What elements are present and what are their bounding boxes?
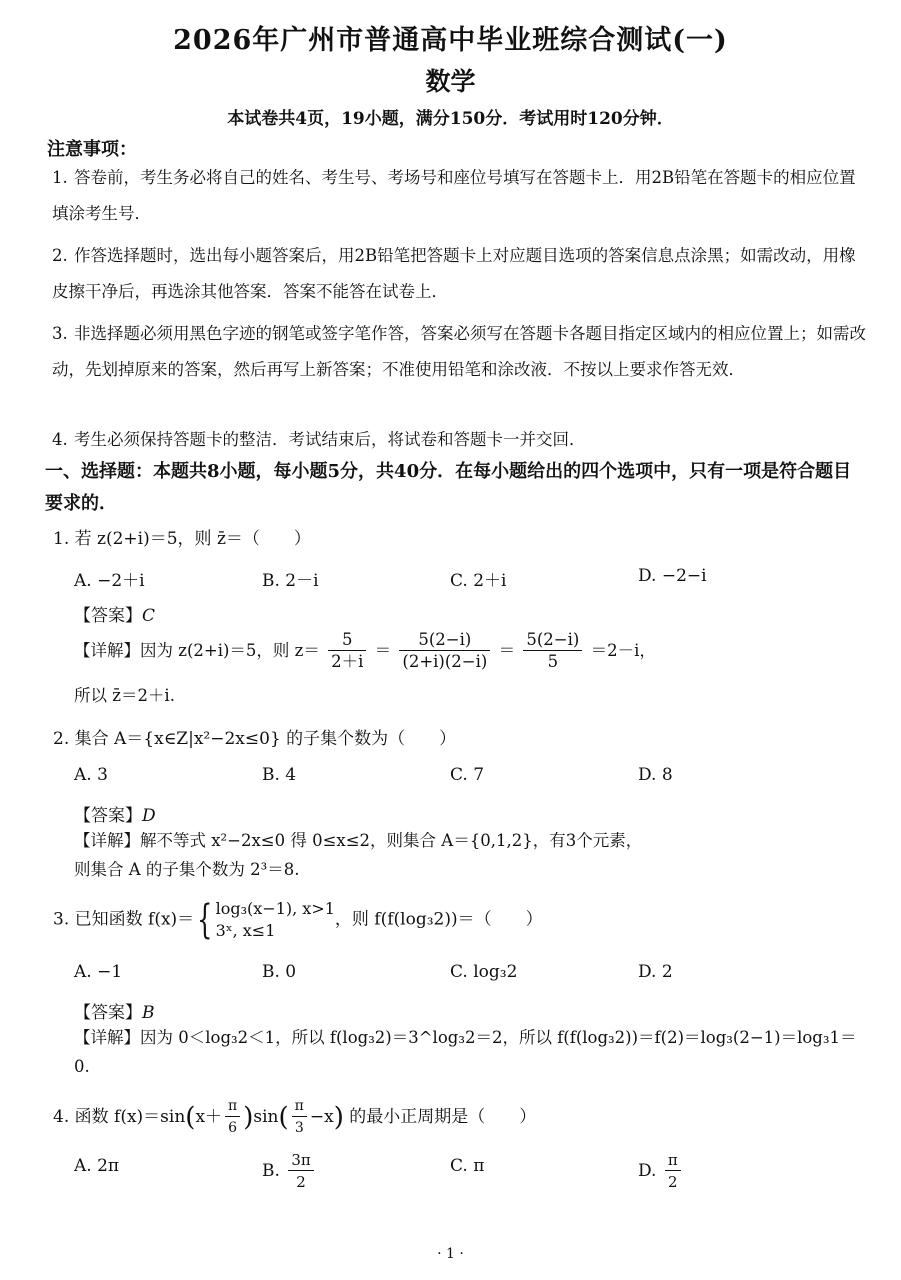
option-a: A. 2π xyxy=(74,1156,120,1176)
fraction-num: 5 xyxy=(328,630,366,651)
fraction-den: 6 xyxy=(228,1120,238,1136)
notice-item-2 xyxy=(52,238,867,310)
notice-text: 答卷前，考生务必将自己的姓名、考生号、考场号和座位号填写在答题卡上．用2B铅笔在答题卡的相应位置填涂考生号． xyxy=(52,168,856,223)
fraction-den: 5 xyxy=(547,652,559,671)
notice-text: 非选择题必须用黑色字迹的钢笔或签字笔作答，答案必须写在答题卡各题目指定区域内的相应位置上；如需改动，先划掉原来的答案，然后再写上新答案；不准使用铅笔和涂改液．不按以上要求作答无效． xyxy=(52,324,866,379)
question-1-answer xyxy=(74,601,155,626)
question-2-answer xyxy=(74,801,156,826)
answer-value: D xyxy=(142,806,156,826)
question-2-stem: 2. 集合 A＝{x∈Z|x²−2x≤0} 的子集个数为（ ） xyxy=(53,729,457,749)
detail-label: 【详解】 xyxy=(74,641,140,660)
subject-title: 数学 xyxy=(425,67,476,96)
fraction xyxy=(399,630,490,673)
right-paren: ) xyxy=(333,1102,344,1133)
question-2-explanation xyxy=(74,827,864,855)
detail-label: 【详解】 xyxy=(74,1028,140,1047)
fraction-den: 2 xyxy=(668,1173,678,1191)
fraction xyxy=(292,1096,307,1139)
exp-text: 因为 0＜log₃2＜1，所以 f(log₃2)＝3^log₃2＝2，所以 f(f(log₃2))＝f(2)＝log₃(2−1)＝log₃1＝ xyxy=(140,1028,857,1047)
option-c: C. π xyxy=(450,1156,485,1176)
notice-heading: 注意事项： xyxy=(47,139,137,160)
option-b xyxy=(262,1150,317,1193)
notice-item-4 xyxy=(52,422,867,458)
exam-info: 本试卷共4页，19小题，满分150分．考试用时120分钟． xyxy=(227,109,674,129)
equals: ＝ xyxy=(374,641,392,660)
notice-num: 2. xyxy=(52,246,68,265)
option-a: A. −1 xyxy=(74,962,123,982)
case-2: 3ˣ, x≤1 xyxy=(215,921,276,940)
fraction xyxy=(225,1096,240,1139)
notice-text: 作答选择题时，选出每小题答案后，用2B铅笔把答题卡上对应题目选项的答案信息点涂黑；如需改动，用橡皮擦干净后，再选涂其他答案．答案不能答在试卷上． xyxy=(52,246,856,301)
option-d: D. 2 xyxy=(638,962,673,982)
question-1-explanation-line2: 所以 z̄＝2＋i. xyxy=(74,686,175,705)
answer-value: C xyxy=(142,606,156,626)
fraction xyxy=(665,1150,681,1193)
stem-mid: sin xyxy=(253,1107,279,1127)
answer-label: 【答案】 xyxy=(74,806,142,826)
piecewise-cases xyxy=(216,898,335,942)
exp-text: 解不等式 x²−2x≤0 得 0≤x≤2，则集合 A＝{0,1,2}，有3个元素， xyxy=(140,831,643,850)
fraction xyxy=(523,630,582,673)
question-3-answer xyxy=(74,998,155,1023)
fraction-num: 5(2−i) xyxy=(523,630,582,651)
option-d: D. 8 xyxy=(638,765,673,785)
fraction-num: π xyxy=(665,1150,681,1171)
fraction-den: 2＋i xyxy=(331,652,364,671)
detail-label: 【详解】 xyxy=(74,831,140,850)
notice-num: 1. xyxy=(52,168,68,187)
option-b: B. 4 xyxy=(262,765,297,785)
left-paren: ( xyxy=(185,1102,196,1133)
option-a: A. 3 xyxy=(74,765,108,785)
option-d xyxy=(638,1150,684,1193)
fraction xyxy=(288,1150,313,1193)
answer-label: 【答案】 xyxy=(74,1003,142,1023)
paren-content: x＋ xyxy=(195,1107,223,1127)
fraction-den: 2 xyxy=(296,1173,306,1191)
equals: ＝ xyxy=(498,641,516,660)
notice-num: 3. xyxy=(52,324,68,343)
option-c: C. 7 xyxy=(450,765,485,785)
option-d: D. −2−i xyxy=(638,566,707,586)
stem-pre: 3. 已知函数 f(x)＝ xyxy=(53,909,195,930)
exp-end: ＝2－i， xyxy=(590,641,656,660)
fraction xyxy=(328,630,366,673)
question-1-explanation xyxy=(74,630,864,673)
notice-text: 考生必须保持答题卡的整洁．考试结束后，将试卷和答题卡一并交回． xyxy=(74,430,586,449)
question-3-stem xyxy=(53,898,868,942)
exam-title: 2026年广州市普通高中毕业班综合测试(一) xyxy=(173,25,728,56)
stem-post: 的最小正周期是（ ） xyxy=(343,1107,537,1127)
notice-num: 4. xyxy=(52,430,68,449)
notice-item-1 xyxy=(52,160,867,232)
notice-item-3 xyxy=(52,316,867,388)
left-brace: { xyxy=(197,897,213,943)
answer-label: 【答案】 xyxy=(74,606,142,626)
fraction-den: 3 xyxy=(294,1120,304,1136)
page-number: · 1 · xyxy=(437,1246,464,1262)
option-c: C. 2＋i xyxy=(450,571,507,591)
option-letter: B. xyxy=(262,1161,286,1181)
section-heading: 一、选择题：本题共8小题，每小题5分，共40分．在每小题给出的四个选项中，只有一项是符合题目要求的． xyxy=(45,461,852,514)
exp-intro: 因为 z(2+i)＝5，则 z＝ xyxy=(140,641,320,660)
question-4-stem xyxy=(53,1096,868,1139)
stem-post: ，则 f(f(log₃2))＝（ ） xyxy=(334,909,543,930)
option-letter: D. xyxy=(638,1161,662,1181)
question-1-stem: 1. 若 z(2+i)＝5，则 z̄＝（ ） xyxy=(53,529,311,549)
fraction-num: 3π xyxy=(288,1150,313,1171)
question-2-explanation-line2: 则集合 A 的子集个数为 2³＝8. xyxy=(74,860,300,879)
fraction-num: π xyxy=(292,1096,307,1117)
right-paren: ) xyxy=(243,1102,254,1133)
fraction-num: π xyxy=(225,1096,240,1117)
question-3-explanation-line2: 0. xyxy=(74,1057,90,1076)
stem-pre: 4. 函数 f(x)＝sin xyxy=(53,1107,186,1127)
paren-content: −x xyxy=(309,1107,334,1127)
fraction-num: 5(2−i) xyxy=(399,630,490,651)
question-3-explanation xyxy=(74,1024,864,1052)
left-paren: ( xyxy=(278,1102,289,1133)
option-b: B. 0 xyxy=(262,962,297,982)
option-a: A. −2＋i xyxy=(74,571,145,591)
case-1: log₃(x−1), x>1 xyxy=(215,899,335,918)
answer-value: B xyxy=(142,1003,155,1023)
option-b: B. 2－i xyxy=(262,571,319,591)
fraction-den: (2+i)(2−i) xyxy=(402,652,488,671)
option-c: C. log₃2 xyxy=(450,962,518,982)
